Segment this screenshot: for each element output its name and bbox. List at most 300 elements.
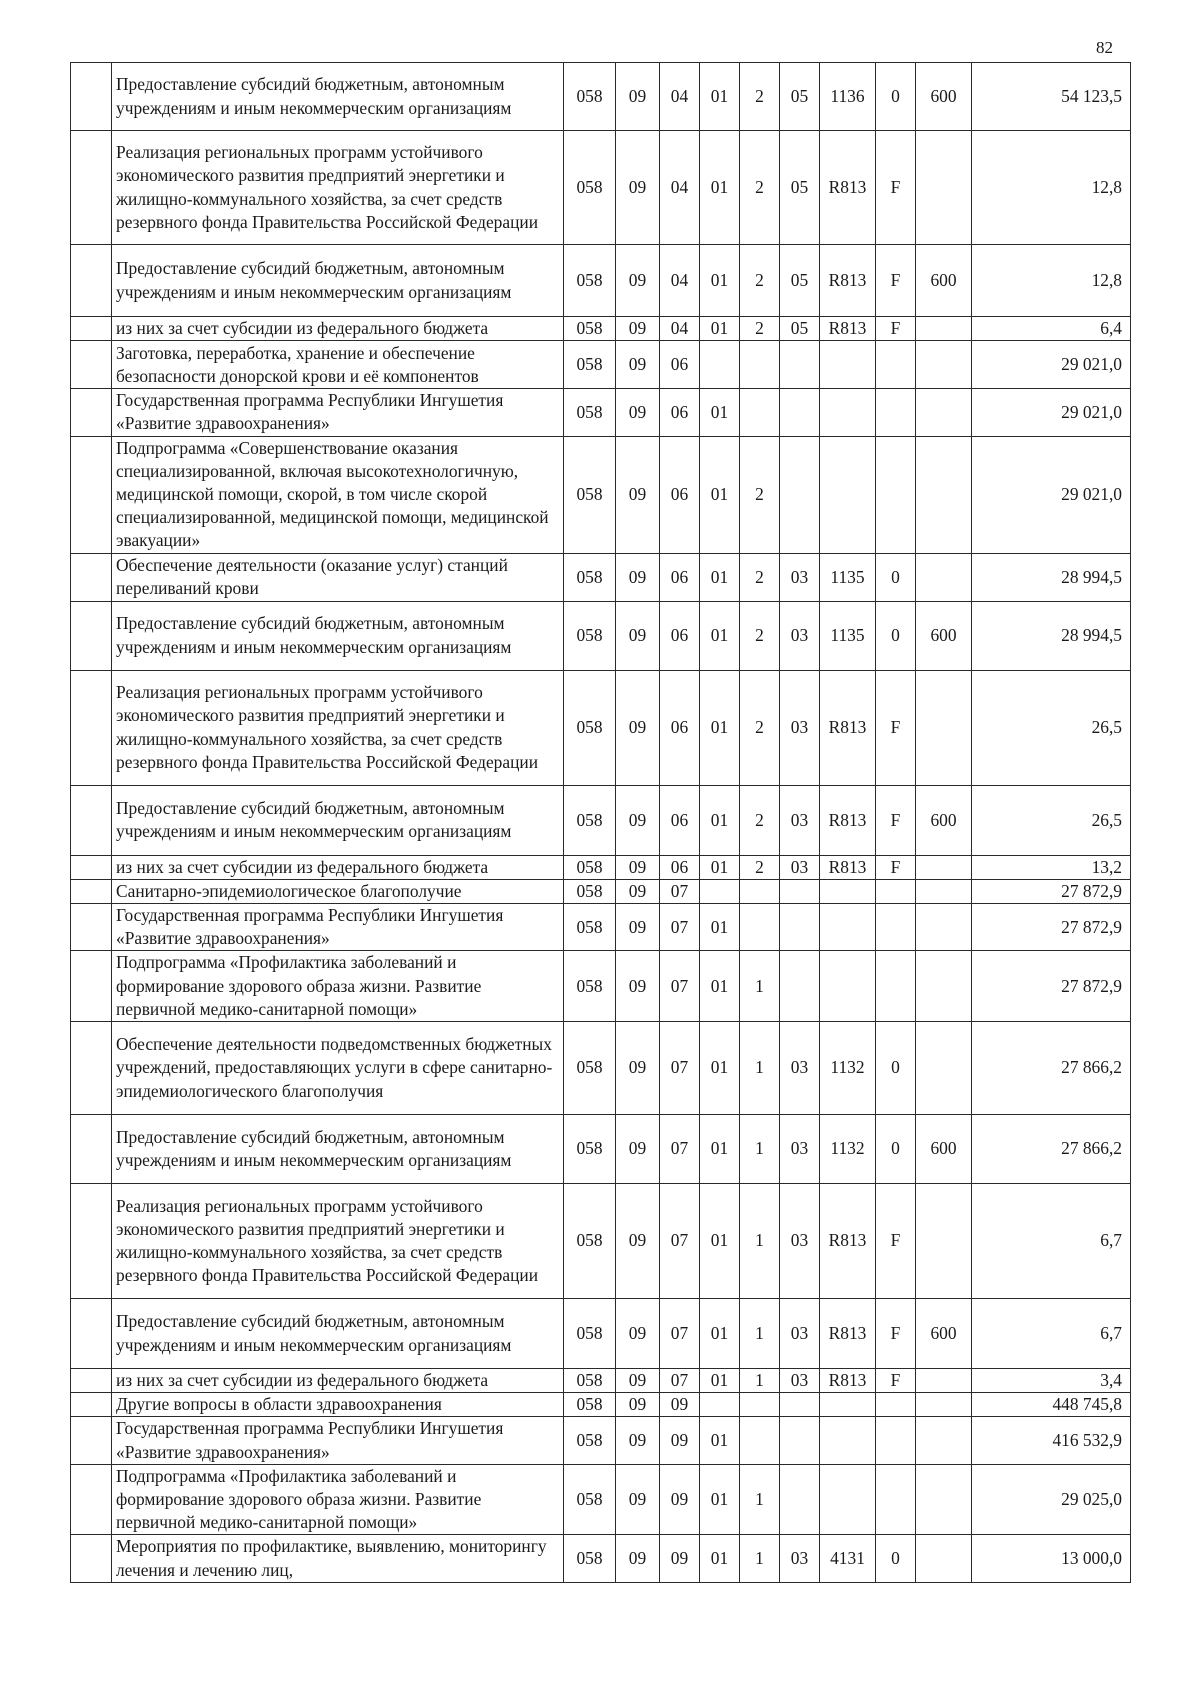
activity-code-cell xyxy=(780,879,820,903)
amount-cell: 3,4 xyxy=(972,1369,1131,1393)
subsection-code-cell: 07 xyxy=(660,1022,700,1115)
expense-type-code-cell: 600 xyxy=(916,1299,972,1369)
subsection-code-cell: 06 xyxy=(660,785,700,855)
direction-code-cell: R813 xyxy=(820,1369,876,1393)
table-row xyxy=(71,63,1131,131)
activity-code-cell: 03 xyxy=(780,1299,820,1369)
row-leading-cell xyxy=(71,1535,112,1582)
activity-code-cell: 03 xyxy=(780,601,820,670)
direction-suffix-cell: 0 xyxy=(876,1022,916,1115)
subsection-code-cell: 07 xyxy=(660,879,700,903)
direction-suffix-cell: 0 xyxy=(876,63,916,131)
ministry-code-cell: 058 xyxy=(564,1393,616,1417)
direction-suffix-cell: 0 xyxy=(876,1115,916,1184)
direction-code-cell: 1132 xyxy=(820,1022,876,1115)
section-code-cell: 09 xyxy=(616,1369,660,1393)
direction-suffix-cell xyxy=(876,879,916,903)
subsection-code-cell: 04 xyxy=(660,317,700,341)
expense-type-code-cell xyxy=(916,1022,972,1115)
item-name-cell: Другие вопросы в области здравоохранения xyxy=(112,1393,564,1417)
subsection-code-cell: 09 xyxy=(660,1417,700,1464)
subsection-code-cell: 06 xyxy=(660,389,700,436)
direction-suffix-cell: F xyxy=(876,670,916,785)
ministry-code-cell: 058 xyxy=(564,951,616,1022)
direction-suffix-cell: F xyxy=(876,317,916,341)
table-row xyxy=(71,601,1131,670)
direction-suffix-cell: F xyxy=(876,785,916,855)
activity-code-cell: 03 xyxy=(780,785,820,855)
row-leading-cell xyxy=(71,1417,112,1464)
item-name-cell: Предоставление субсидий бюджетным, автономным учреждениям и иным некоммерческим организациям xyxy=(112,245,564,317)
section-code-cell: 09 xyxy=(616,601,660,670)
amount-cell: 27 872,9 xyxy=(972,951,1131,1022)
amount-cell: 13 000,0 xyxy=(972,1535,1131,1582)
subsection-code-cell: 07 xyxy=(660,1369,700,1393)
subprogram-code-cell xyxy=(740,1393,780,1417)
row-leading-cell xyxy=(71,670,112,785)
subprogram-code-cell: 2 xyxy=(740,601,780,670)
direction-code-cell: R813 xyxy=(820,1184,876,1299)
direction-code-cell xyxy=(820,436,876,553)
direction-code-cell xyxy=(820,904,876,951)
direction-code-cell: R813 xyxy=(820,1299,876,1369)
ministry-code-cell: 058 xyxy=(564,785,616,855)
direction-suffix-cell xyxy=(876,1417,916,1464)
activity-code-cell xyxy=(780,389,820,436)
amount-cell: 26,5 xyxy=(972,785,1131,855)
subprogram-code-cell: 2 xyxy=(740,245,780,317)
direction-code-cell: 1136 xyxy=(820,63,876,131)
table-row xyxy=(71,951,1131,1022)
expense-type-code-cell: 600 xyxy=(916,63,972,131)
table-row xyxy=(71,879,1131,903)
direction-suffix-cell: F xyxy=(876,245,916,317)
program-code-cell: 01 xyxy=(700,1184,740,1299)
program-code-cell: 01 xyxy=(700,601,740,670)
direction-suffix-cell xyxy=(876,951,916,1022)
subsection-code-cell: 07 xyxy=(660,1115,700,1184)
activity-code-cell: 03 xyxy=(780,1535,820,1582)
subprogram-code-cell: 2 xyxy=(740,670,780,785)
program-code-cell: 01 xyxy=(700,1417,740,1464)
amount-cell: 416 532,9 xyxy=(972,1417,1131,1464)
direction-code-cell: R813 xyxy=(820,855,876,879)
section-code-cell: 09 xyxy=(616,785,660,855)
item-name-cell: Подпрограмма «Совершенствование оказания специализированной, включая высокотехнологичную, медицинской помощи, скорой, в том числе скорой специализированной, медицинской помощи, медицинской эвакуации» xyxy=(112,436,564,553)
ministry-code-cell: 058 xyxy=(564,553,616,601)
section-code-cell: 09 xyxy=(616,317,660,341)
row-leading-cell xyxy=(71,389,112,436)
direction-suffix-cell: F xyxy=(876,1184,916,1299)
activity-code-cell: 03 xyxy=(780,1369,820,1393)
item-name-cell: Государственная программа Республики Ингушетия «Развитие здравоохранения» xyxy=(112,1417,564,1464)
item-name-cell: Предоставление субсидий бюджетным, автономным учреждениям и иным некоммерческим организациям xyxy=(112,1115,564,1184)
activity-code-cell xyxy=(780,1464,820,1535)
section-code-cell: 09 xyxy=(616,1417,660,1464)
subsection-code-cell: 07 xyxy=(660,904,700,951)
row-leading-cell xyxy=(71,1464,112,1535)
amount-cell: 12,8 xyxy=(972,245,1131,317)
table-row xyxy=(71,1464,1131,1535)
ministry-code-cell: 058 xyxy=(564,879,616,903)
program-code-cell: 01 xyxy=(700,436,740,553)
row-leading-cell xyxy=(71,951,112,1022)
program-code-cell: 01 xyxy=(700,855,740,879)
program-code-cell: 01 xyxy=(700,1464,740,1535)
amount-cell: 29 021,0 xyxy=(972,341,1131,389)
activity-code-cell: 03 xyxy=(780,855,820,879)
program-code-cell xyxy=(700,341,740,389)
row-leading-cell xyxy=(71,879,112,903)
subprogram-code-cell: 2 xyxy=(740,785,780,855)
ministry-code-cell: 058 xyxy=(564,1184,616,1299)
subprogram-code-cell: 2 xyxy=(740,131,780,245)
program-code-cell: 01 xyxy=(700,951,740,1022)
program-code-cell: 01 xyxy=(700,245,740,317)
expense-type-code-cell xyxy=(916,131,972,245)
row-leading-cell xyxy=(71,245,112,317)
table-row xyxy=(71,785,1131,855)
amount-cell: 26,5 xyxy=(972,670,1131,785)
section-code-cell: 09 xyxy=(616,436,660,553)
program-code-cell: 01 xyxy=(700,389,740,436)
section-code-cell: 09 xyxy=(616,951,660,1022)
item-name-cell: Реализация региональных программ устойчивого экономического развития предприятий энергетики и жилищно-коммунального хозяйства, за счет средств резервного фонда Правительства Российской Федерации xyxy=(112,1184,564,1299)
subprogram-code-cell: 1 xyxy=(740,1184,780,1299)
table-row xyxy=(71,341,1131,389)
table-row xyxy=(71,131,1131,245)
item-name-cell: Государственная программа Республики Ингушетия «Развитие здравоохранения» xyxy=(112,389,564,436)
row-leading-cell xyxy=(71,436,112,553)
expense-type-code-cell xyxy=(916,1464,972,1535)
ministry-code-cell: 058 xyxy=(564,1115,616,1184)
row-leading-cell xyxy=(71,855,112,879)
program-code-cell xyxy=(700,879,740,903)
subprogram-code-cell: 2 xyxy=(740,553,780,601)
subsection-code-cell: 04 xyxy=(660,245,700,317)
section-code-cell: 09 xyxy=(616,63,660,131)
program-code-cell: 01 xyxy=(700,63,740,131)
direction-suffix-cell xyxy=(876,1464,916,1535)
row-leading-cell xyxy=(71,1369,112,1393)
amount-cell: 448 745,8 xyxy=(972,1393,1131,1417)
section-code-cell: 09 xyxy=(616,1299,660,1369)
direction-code-cell: R813 xyxy=(820,131,876,245)
direction-suffix-cell: 0 xyxy=(876,601,916,670)
section-code-cell: 09 xyxy=(616,553,660,601)
item-name-cell: Мероприятия по профилактике, выявлению, мониторингу лечения и лечению лиц, xyxy=(112,1535,564,1582)
direction-suffix-cell: F xyxy=(876,1369,916,1393)
section-code-cell: 09 xyxy=(616,1393,660,1417)
direction-code-cell: 1132 xyxy=(820,1115,876,1184)
item-name-cell: Заготовка, переработка, хранение и обеспечение безопасности донорской крови и её компонентов xyxy=(112,341,564,389)
subprogram-code-cell xyxy=(740,341,780,389)
expense-type-code-cell xyxy=(916,1369,972,1393)
section-code-cell: 09 xyxy=(616,1022,660,1115)
subprogram-code-cell: 2 xyxy=(740,317,780,341)
amount-cell: 6,4 xyxy=(972,317,1131,341)
item-name-cell: из них за счет субсидии из федерального бюджета xyxy=(112,1369,564,1393)
subprogram-code-cell: 1 xyxy=(740,1369,780,1393)
subprogram-code-cell: 2 xyxy=(740,63,780,131)
table-row xyxy=(71,1369,1131,1393)
ministry-code-cell: 058 xyxy=(564,1299,616,1369)
amount-cell: 12,8 xyxy=(972,131,1131,245)
item-name-cell: из них за счет субсидии из федерального бюджета xyxy=(112,317,564,341)
direction-code-cell xyxy=(820,1393,876,1417)
direction-code-cell xyxy=(820,1417,876,1464)
item-name-cell: Подпрограмма «Профилактика заболеваний и формирование здорового образа жизни. Развитие первичной медико-санитарной помощи» xyxy=(112,1464,564,1535)
activity-code-cell xyxy=(780,1417,820,1464)
item-name-cell: Предоставление субсидий бюджетным, автономным учреждениям и иным некоммерческим организациям xyxy=(112,1299,564,1369)
amount-cell: 28 994,5 xyxy=(972,601,1131,670)
direction-suffix-cell xyxy=(876,389,916,436)
amount-cell: 54 123,5 xyxy=(972,63,1131,131)
activity-code-cell xyxy=(780,904,820,951)
direction-code-cell xyxy=(820,1464,876,1535)
program-code-cell: 01 xyxy=(700,131,740,245)
program-code-cell: 01 xyxy=(700,1535,740,1582)
row-leading-cell xyxy=(71,785,112,855)
ministry-code-cell: 058 xyxy=(564,245,616,317)
budget-table xyxy=(70,62,1131,1583)
subsection-code-cell: 06 xyxy=(660,436,700,553)
direction-code-cell: R813 xyxy=(820,245,876,317)
table-row xyxy=(71,389,1131,436)
item-name-cell: Реализация региональных программ устойчивого экономического развития предприятий энергетики и жилищно-коммунального хозяйства, за счет средств резервного фонда Правительства Российской Федерации xyxy=(112,131,564,245)
ministry-code-cell: 058 xyxy=(564,1535,616,1582)
ministry-code-cell: 058 xyxy=(564,904,616,951)
direction-code-cell xyxy=(820,389,876,436)
direction-suffix-cell: F xyxy=(876,855,916,879)
program-code-cell xyxy=(700,1393,740,1417)
subprogram-code-cell: 2 xyxy=(740,436,780,553)
ministry-code-cell: 058 xyxy=(564,601,616,670)
direction-code-cell: R813 xyxy=(820,317,876,341)
expense-type-code-cell xyxy=(916,553,972,601)
section-code-cell: 09 xyxy=(616,670,660,785)
subprogram-code-cell xyxy=(740,1417,780,1464)
subsection-code-cell: 06 xyxy=(660,855,700,879)
direction-suffix-cell xyxy=(876,341,916,389)
amount-cell: 29 025,0 xyxy=(972,1464,1131,1535)
subsection-code-cell: 09 xyxy=(660,1393,700,1417)
direction-code-cell: 4131 xyxy=(820,1535,876,1582)
subprogram-code-cell: 2 xyxy=(740,855,780,879)
program-code-cell: 01 xyxy=(700,785,740,855)
program-code-cell: 01 xyxy=(700,904,740,951)
row-leading-cell xyxy=(71,553,112,601)
row-leading-cell xyxy=(71,904,112,951)
budget-table-body xyxy=(71,63,1131,1583)
expense-type-code-cell xyxy=(916,1184,972,1299)
activity-code-cell: 05 xyxy=(780,131,820,245)
program-code-cell: 01 xyxy=(700,1299,740,1369)
item-name-cell: из них за счет субсидии из федерального бюджета xyxy=(112,855,564,879)
table-row xyxy=(71,904,1131,951)
row-leading-cell xyxy=(71,1393,112,1417)
table-row xyxy=(71,1115,1131,1184)
subprogram-code-cell: 1 xyxy=(740,1299,780,1369)
table-row xyxy=(71,1184,1131,1299)
expense-type-code-cell xyxy=(916,389,972,436)
activity-code-cell: 03 xyxy=(780,1022,820,1115)
item-name-cell: Государственная программа Республики Ингушетия «Развитие здравоохранения» xyxy=(112,904,564,951)
subsection-code-cell: 06 xyxy=(660,601,700,670)
subsection-code-cell: 09 xyxy=(660,1464,700,1535)
ministry-code-cell: 058 xyxy=(564,63,616,131)
item-name-cell: Предоставление субсидий бюджетным, автономным учреждениям и иным некоммерческим организациям xyxy=(112,601,564,670)
direction-suffix-cell: F xyxy=(876,1299,916,1369)
row-leading-cell xyxy=(71,131,112,245)
activity-code-cell: 03 xyxy=(780,670,820,785)
row-leading-cell xyxy=(71,601,112,670)
table-row xyxy=(71,855,1131,879)
section-code-cell: 09 xyxy=(616,1115,660,1184)
subprogram-code-cell: 1 xyxy=(740,1535,780,1582)
table-row xyxy=(71,670,1131,785)
row-leading-cell xyxy=(71,1115,112,1184)
direction-code-cell: R813 xyxy=(820,670,876,785)
row-leading-cell xyxy=(71,1299,112,1369)
direction-suffix-cell xyxy=(876,1393,916,1417)
ministry-code-cell: 058 xyxy=(564,1022,616,1115)
expense-type-code-cell xyxy=(916,855,972,879)
item-name-cell: Обеспечение деятельности подведомственных бюджетных учреждений, предоставляющих услуги в сфере санитарно-эпидемиологического благополучия xyxy=(112,1022,564,1115)
direction-code-cell xyxy=(820,951,876,1022)
section-code-cell: 09 xyxy=(616,1184,660,1299)
direction-suffix-cell: F xyxy=(876,131,916,245)
amount-cell: 28 994,5 xyxy=(972,553,1131,601)
row-leading-cell xyxy=(71,1022,112,1115)
program-code-cell: 01 xyxy=(700,1115,740,1184)
subprogram-code-cell xyxy=(740,389,780,436)
expense-type-code-cell xyxy=(916,1417,972,1464)
table-row xyxy=(71,245,1131,317)
amount-cell: 29 021,0 xyxy=(972,389,1131,436)
subprogram-code-cell: 1 xyxy=(740,951,780,1022)
page-number: 82 xyxy=(1096,38,1113,57)
ministry-code-cell: 058 xyxy=(564,341,616,389)
activity-code-cell xyxy=(780,1393,820,1417)
amount-cell: 27 872,9 xyxy=(972,879,1131,903)
ministry-code-cell: 058 xyxy=(564,855,616,879)
ministry-code-cell: 058 xyxy=(564,1464,616,1535)
direction-code-cell xyxy=(820,879,876,903)
expense-type-code-cell xyxy=(916,904,972,951)
amount-cell: 6,7 xyxy=(972,1184,1131,1299)
subsection-code-cell: 04 xyxy=(660,131,700,245)
activity-code-cell: 05 xyxy=(780,63,820,131)
amount-cell: 27 866,2 xyxy=(972,1022,1131,1115)
table-row xyxy=(71,1535,1131,1582)
amount-cell: 27 872,9 xyxy=(972,904,1131,951)
section-code-cell: 09 xyxy=(616,341,660,389)
direction-code-cell: 1135 xyxy=(820,553,876,601)
subsection-code-cell: 06 xyxy=(660,670,700,785)
section-code-cell: 09 xyxy=(616,879,660,903)
subsection-code-cell: 09 xyxy=(660,1535,700,1582)
table-row xyxy=(71,553,1131,601)
table-row xyxy=(71,1022,1131,1115)
table-row xyxy=(71,1417,1131,1464)
item-name-cell: Предоставление субсидий бюджетным, автономным учреждениям и иным некоммерческим организациям xyxy=(112,63,564,131)
ministry-code-cell: 058 xyxy=(564,317,616,341)
program-code-cell: 01 xyxy=(700,1369,740,1393)
section-code-cell: 09 xyxy=(616,245,660,317)
direction-code-cell: R813 xyxy=(820,785,876,855)
activity-code-cell xyxy=(780,951,820,1022)
activity-code-cell: 03 xyxy=(780,553,820,601)
expense-type-code-cell xyxy=(916,879,972,903)
direction-suffix-cell: 0 xyxy=(876,553,916,601)
expense-type-code-cell xyxy=(916,436,972,553)
table-row xyxy=(71,317,1131,341)
subprogram-code-cell: 1 xyxy=(740,1115,780,1184)
item-name-cell: Предоставление субсидий бюджетным, автономным учреждениям и иным некоммерческим организациям xyxy=(112,785,564,855)
subsection-code-cell: 07 xyxy=(660,1184,700,1299)
subprogram-code-cell: 1 xyxy=(740,1464,780,1535)
direction-code-cell: 1135 xyxy=(820,601,876,670)
expense-type-code-cell xyxy=(916,1393,972,1417)
amount-cell: 6,7 xyxy=(972,1299,1131,1369)
direction-suffix-cell xyxy=(876,436,916,553)
ministry-code-cell: 058 xyxy=(564,131,616,245)
subprogram-code-cell xyxy=(740,879,780,903)
expense-type-code-cell xyxy=(916,1535,972,1582)
table-row xyxy=(71,1299,1131,1369)
table-row xyxy=(71,436,1131,553)
ministry-code-cell: 058 xyxy=(564,389,616,436)
program-code-cell: 01 xyxy=(700,1022,740,1115)
activity-code-cell xyxy=(780,436,820,553)
subsection-code-cell: 07 xyxy=(660,951,700,1022)
amount-cell: 13,2 xyxy=(972,855,1131,879)
section-code-cell: 09 xyxy=(616,855,660,879)
item-name-cell: Санитарно-эпидемиологическое благополучие xyxy=(112,879,564,903)
table-row xyxy=(71,1393,1131,1417)
amount-cell: 27 866,2 xyxy=(972,1115,1131,1184)
activity-code-cell: 03 xyxy=(780,1115,820,1184)
program-code-cell: 01 xyxy=(700,670,740,785)
subprogram-code-cell xyxy=(740,904,780,951)
subsection-code-cell: 06 xyxy=(660,341,700,389)
ministry-code-cell: 058 xyxy=(564,1417,616,1464)
subsection-code-cell: 06 xyxy=(660,553,700,601)
section-code-cell: 09 xyxy=(616,389,660,436)
section-code-cell: 09 xyxy=(616,1535,660,1582)
direction-suffix-cell xyxy=(876,904,916,951)
row-leading-cell xyxy=(71,1184,112,1299)
ministry-code-cell: 058 xyxy=(564,670,616,785)
amount-cell: 29 021,0 xyxy=(972,436,1131,553)
expense-type-code-cell xyxy=(916,341,972,389)
item-name-cell: Обеспечение деятельности (оказание услуг) станций переливаний крови xyxy=(112,553,564,601)
expense-type-code-cell: 600 xyxy=(916,245,972,317)
section-code-cell: 09 xyxy=(616,131,660,245)
section-code-cell: 09 xyxy=(616,1464,660,1535)
activity-code-cell: 03 xyxy=(780,1184,820,1299)
program-code-cell: 01 xyxy=(700,317,740,341)
item-name-cell: Реализация региональных программ устойчивого экономического развития предприятий энергетики и жилищно-коммунального хозяйства, за счет средств резервного фонда Правительства Российской Федерации xyxy=(112,670,564,785)
ministry-code-cell: 058 xyxy=(564,1369,616,1393)
row-leading-cell xyxy=(71,63,112,131)
item-name-cell: Подпрограмма «Профилактика заболеваний и формирование здорового образа жизни. Развитие первичной медико-санитарной помощи» xyxy=(112,951,564,1022)
direction-code-cell xyxy=(820,341,876,389)
program-code-cell: 01 xyxy=(700,553,740,601)
expense-type-code-cell xyxy=(916,951,972,1022)
expense-type-code-cell: 600 xyxy=(916,785,972,855)
